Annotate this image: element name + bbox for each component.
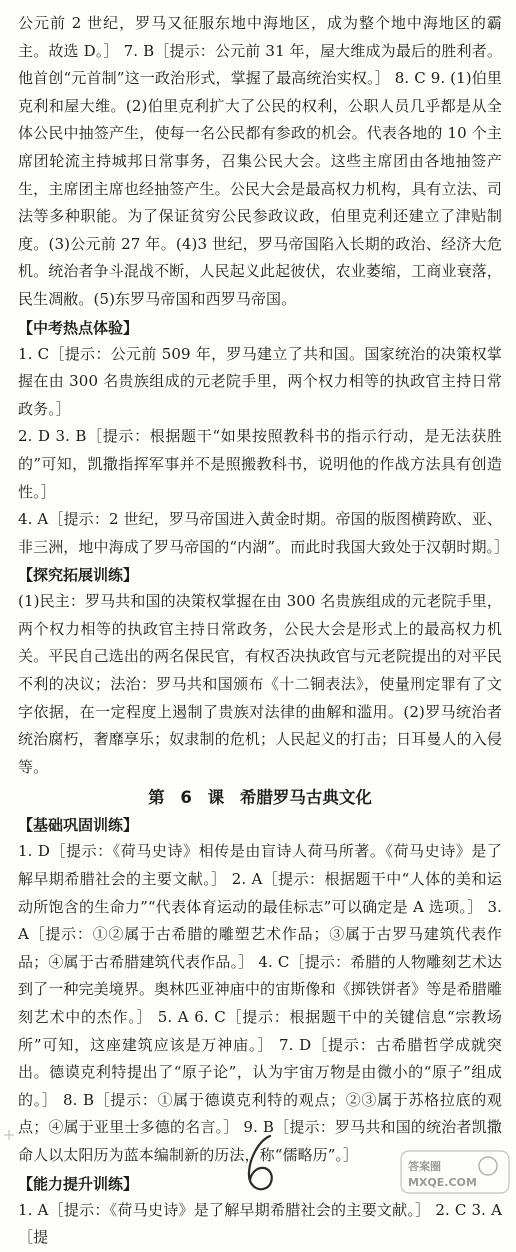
corner-mark-icon: [2, 1128, 16, 1142]
answer-paragraph-intro: 公元前 2 世纪，罗马又征服东地中海地区，成为整个地中海地区的霸主。故选 D。］ 7. B［提示：公元前 31 年，屋大维成为最后的胜利者。他首创“元首制”这一政治形式，掌握了最高统治实权。］ 8. C 9. (1)伯里克利和屋大维。(2)伯里克利扩大了公民的权利，公职人员几乎都是从全体公民中抽签产生，使每一名公民都有参政的机会。代表各地的 10 个主席团轮流主持城邦日常事务，召集公民大会。这些主席团由各地抽签产生，主席团主席也经抽签产生。公民大会是最高权力机构，具有立法、司法等多种职能。为了保证贫穷公民参政议政，伯里克利还建立了津贴制度。(3)公元前 27 年。(4)3 世纪，罗马帝国陷入长期的政治、经济大危机。统治者争斗混战不断，人民起义此起彼伏，农业萎缩，工商业衰落，民生凋敝。(5)东罗马帝国和西罗马帝国。: [18, 14, 502, 308]
lesson-title: 第 6 课 希腊罗马古典文化: [148, 788, 372, 808]
handwritten-page-number: [232, 1130, 292, 1196]
section-heading-basic: 【基础巩固训练】: [18, 816, 139, 835]
answer-paragraph-exam-2: 2. D 3. B［提示：根据题干“如果按照教科书的指示行动，是无法获胜的”可知，凯撒指挥军事并不是照搬教科书，说明他的作战方法具有创造性。］: [18, 427, 502, 501]
answer-page: [18, 10, 510, 1252]
watermark-line2: MXQE.COM: [408, 1176, 477, 1189]
answer-paragraph-ability: 1. A［提示：《荷马史诗》是了解早期希腊社会的主要文献。］ 2. C 3. A［提: [18, 1200, 502, 1247]
answer-paragraph-inquiry: (1)民主：罗马共和国的决策权掌握在由 300 名贵族组成的元老院手里，两个权力相等的执政官主持日常政务，公民大会是形式上的最高权力机关。平民自己选出的两名保民官，有权否决执政官与元老院提出的对平民不利的决议；法治：罗马共和国颁布《十二铜表法》，使量刑定罪有了文字依据，在一定程度上遏制了贵族对法律的曲解和滥用。(2)罗马统治者统治腐朽，奢靡享乐；奴隶制的危机；人民起义的打击；日耳曼人的入侵等。: [18, 592, 502, 776]
section-heading-ability: 【能力提升训练】: [18, 1174, 139, 1193]
answer-paragraph-basic: 1. D［提示：《荷马史诗》相传是由盲诗人荷马所著。《荷马史诗》是了解早期希腊社会的主要文献。］ 2. A［提示：根据题干中“人体的美和运动所饱含的生命力”“代表体育运动的最佳标志”可以确定是 A 选项。］ 3. A［提示：①②属于古希腊的雕塑艺术作品；③属于古罗马建筑代表作品；④属于古希腊建筑代表作品。］ 4. C［提示：希腊的人物雕刻艺术达到了一种完美境界。奥林匹亚神庙中的宙斯像和《掷铁饼者》等是希腊雕刻艺术中的杰作。］ 5. A 6. C［提示：根据题干中的关键信息“宗教场所”可知，这座建筑应该是万神庙。］ 7. D［提示：古希腊哲学成就突出。德谟克利特提出了“原子论”，认为宇宙万物是由微小的“原子”组成的。］ 8. B［提示：①属于德谟克利特的观点；②③属于苏格拉底的观点；④属于亚里士多德的名言。］ 9. B［提示：罗马共和国的统治者凯撒命人以太阳历为蓝本编制新的历法，称“儒略历”。］: [18, 842, 502, 1164]
answer-paragraph-exam-3: 4. A［提示：2 世纪，罗马帝国进入黄金时期。帝国的版图横跨欧、亚、非三洲，地中海成了罗马帝国的“内湖”。而此时我国大致处于汉朝时期。］: [18, 510, 510, 556]
watermark-logo: [400, 1150, 510, 1194]
section-heading-inquiry: 【探究拓展训练】: [18, 566, 139, 585]
section-heading-exam-hotspot: 【中考热点体验】: [18, 318, 139, 337]
answer-paragraph-exam-1: 1. C［提示：公元前 509 年，罗马建立了共和国。国家统治的决策权掌握在由 300 名贵族组成的元老院手里，两个权力相等的执政官主持日常政务。］: [18, 344, 502, 418]
watermark-line1: 答案圈: [408, 1160, 441, 1173]
